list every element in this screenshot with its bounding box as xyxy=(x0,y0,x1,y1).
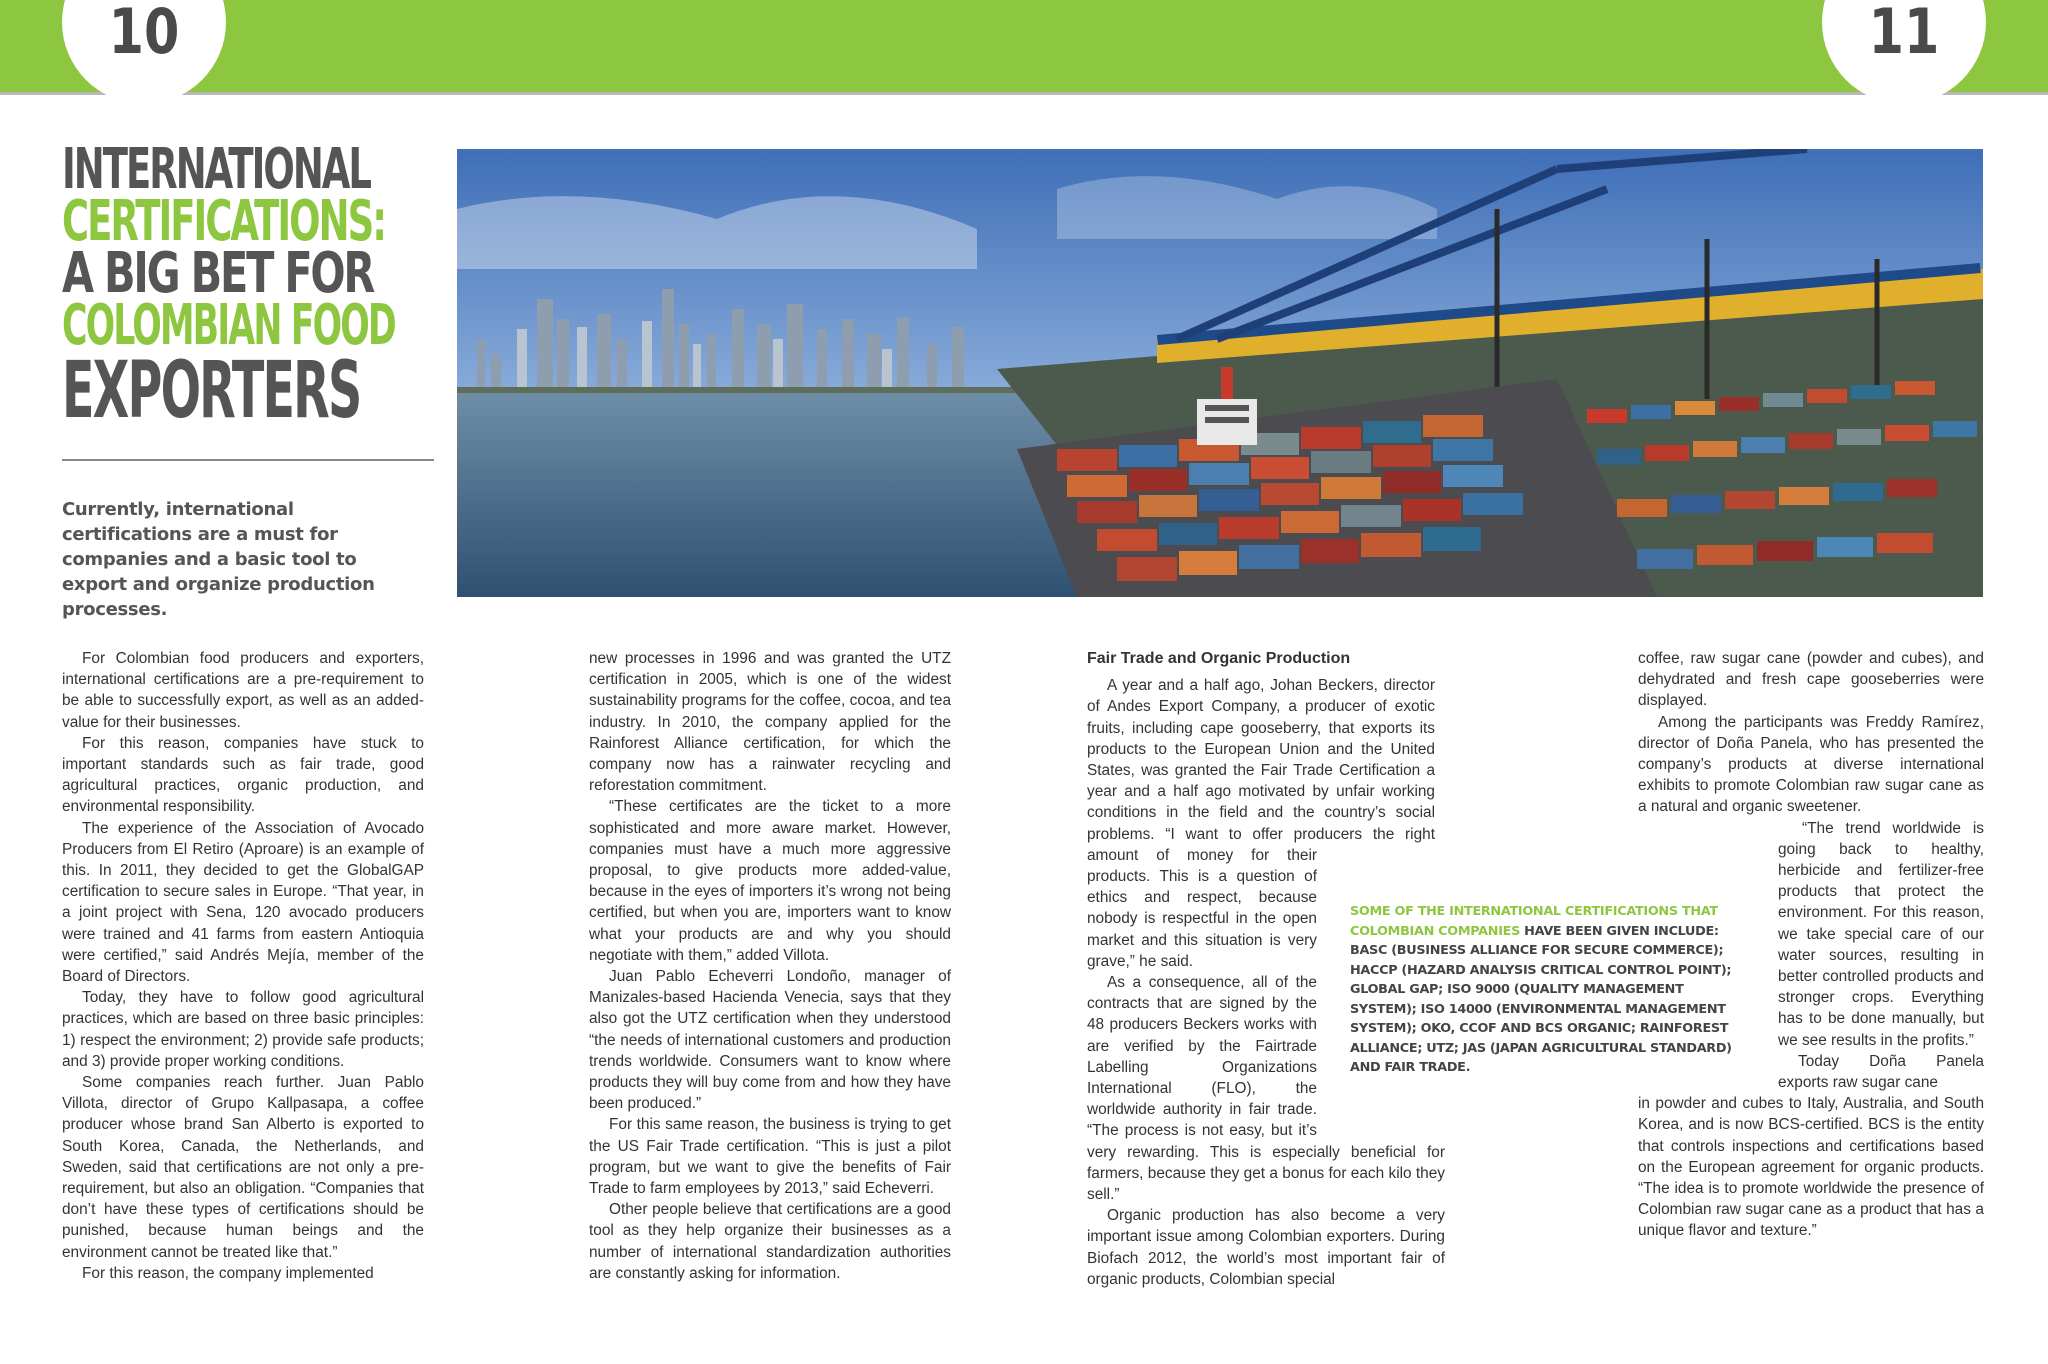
col1-paragraph: The experience of the Association of Avocado Producers from El Retiro (Aproare) is an example of this. In 2011, they decided to get the GlobalGAP certification to secure sales in Europe. “That year, in a joint project with Sena, 120 avocado producers were trained and 41 farms from eastern Antioquia were certified,” said Andrés Mejía, member of the Board of Directors. xyxy=(62,819,424,986)
sidebar-body: HAVE BEEN GIVEN INCLUDE: BASC (BUSINESS ALLIANCE FOR SECURE COMMERCE); HACCP (HAZARD ANALYSIS CRITICAL CONTROL POINT); GLOBAL GAP; ISO 9000 (QUALITY MANAGEMENT SYSTEM); ISO 14000 (ENVIRONMENTAL MANAGEMENT SYSTEM); OKO, CCOF AND BCS ORGANIC; RAINFOREST ALLIANCE; UTZ; JAS (JAPAN AGRICULTURAL STANDARD) AND FAIR TRADE. xyxy=(1350,923,1732,1075)
col4-paragraph: Today Doña Panela exports raw sugar cane xyxy=(1778,1052,1984,1092)
col2-paragraph: For this same reason, the business is trying to get the US Fair Trade certification. “This is just a pilot program, but we want to give the benefits of Fair Trade to farm employees by 2013,” said Echeverri. xyxy=(589,1116,951,1198)
col2-paragraph: “These certificates are the ticket to a more sophisticated and more aware market. However, companies must have a much more aggressive proposal, to give products more added-value, because in the eyes of importers it’s wrong not being certified, but when you are, importers want to know what your products are and why you should negotiate with them,” added Villota. xyxy=(589,798,951,964)
page-number-left-text: 10 xyxy=(108,0,180,68)
col1-paragraph: Today, they have to follow good agricultural practices, which are based on three basic principles: 1) respect the environment; 2) provide safe products; and 3) provide proper working conditions. xyxy=(62,989,424,1070)
article-column-2 xyxy=(589,648,951,1284)
col4-indented-block xyxy=(1638,818,1984,1094)
headline-line-3: A BIG BET FOR xyxy=(62,241,374,306)
sidebar-lead: SOME OF THE INTERNATIONAL CERTIFICATIONS THAT COLOMBIAN COMPANIES xyxy=(1350,904,1718,939)
headline-rule xyxy=(62,459,434,461)
col1-paragraph: For Colombian food producers and exporters, international certifications are a pre-requirement to be able to successfully export, as well as an added-value for their businesses. xyxy=(62,650,424,731)
col3-paragraph: As a consequence, all of the contracts that are signed by the 48 producers Beckers works with are verified by the Fairtrade Labelling Organizations International (FLO), the worldwide authority in fair trade. “The process is not easy, but it’s very rewarding. This is especially beneficial for farmers, because they get a bonus for each kilo they sell.” xyxy=(1087,974,1445,1204)
page-number-right-text: 11 xyxy=(1868,0,1940,68)
col1-paragraph: Some companies reach further. Juan Pablo Villota, director of Grupo Kallpasapa, a coffee producer whose brand San Alberto is exported to South Korea, Canada, the Netherlands, and Sweden, said that certifications are not only a pre-requirement, but also an obligation. “Companies that don’t have these types of certifications should be punished, because human beings and the environment cannot be treated like that.” xyxy=(62,1074,424,1261)
col2-paragraph: Juan Pablo Echeverri Londoño, manager of Manizales-based Hacienda Venecia, says that they also got the UTZ certification when they understood “the needs of international customers and production trends worldwide. Consumers want to know where products they will buy come from and how they have been produced.” xyxy=(589,968,951,1113)
col3-paragraph: A year and a half ago, Johan Beckers, director of Andes Export Company, a producer of exotic fruits, including cape gooseberry, that exports its products to the European Union and the United States, was granted the Fair Trade Certification a year and a half ago motivated by unfair working conditions in the field and the country’s social problems. “I want to offer producers the right amount of money for their products. This is a question of ethics and respect, because nobody is respectful in the open market and this situation is very grave,” he said. xyxy=(1087,677,1435,970)
section-subhead: Fair Trade and Organic Production xyxy=(1087,650,1351,667)
col3-paragraph: Organic production has also become a very important issue among Colombian exporters. During Biofach 2012, the world’s most important fair of organic products, Colombian special xyxy=(1087,1207,1445,1288)
col1-paragraph: For this reason, the company implemented xyxy=(82,1264,374,1282)
photo-illustration xyxy=(457,149,1983,597)
headline-line-5: EXPORTERS xyxy=(62,346,361,436)
col2-paragraph: Other people believe that certifications are a good tool as they help organize their businesses as a number of international standardization authorities are constantly asking for information. xyxy=(589,1201,951,1282)
port-cartagena-photo xyxy=(457,149,1983,597)
col2-paragraph: new processes in 1996 and was granted the UTZ certification in 2005, which is one of the widest sustainability programs for the coffee, cocoa, and tea industry. In 2010, the company applied for the Rainforest Alliance certification, for which the company now has a rainwater recycling and reforestation commitment. xyxy=(589,650,951,795)
top-divider-line xyxy=(0,92,2048,95)
article-column-1 xyxy=(62,648,424,1284)
col4-paragraph: Among the participants was Freddy Ramírez, director of Doña Panela, who has presented the company’s products at diverse international exhibits to promote Colombian raw sugar cane as a natural and organic sweetener. xyxy=(1638,713,1984,816)
article-headline xyxy=(62,137,438,436)
headline-line-4: COLOMBIAN FOOD xyxy=(62,293,395,358)
col4-paragraph: in powder and cubes to Italy, Australia, and South Korea, and is now BCS-certified. BCS is the entity that controls inspections and certifications based on the European agreement for organic products. “The idea is to promote worldwide the presence of Colombian raw sugar cane as a product that has a unique flavor and texture.” xyxy=(1638,1095,1984,1240)
headline-line-1: INTERNATIONAL xyxy=(62,137,371,202)
col1-paragraph: For this reason, companies have stuck to important standards such as fair trade, good agricultural practices, organic production, and environmental responsibility. xyxy=(62,734,424,816)
col4-quote: “The trend worldwide is going back to healthy, herbicide and fertilizer-free products that protect the environment. For this reason, we take special care of our water sources, resulting in better controlled products and stronger crops. Everything has to be done manually, but we see results in the profits.” xyxy=(1778,819,1984,1049)
headline-line-2: CERTIFICATIONS: xyxy=(62,189,386,254)
article-column-4 xyxy=(1638,648,1984,1242)
top-color-band xyxy=(0,0,2048,92)
article-dek: Currently, international certifications are a must for companies and a basic tool to export and organize production processes. xyxy=(62,499,375,620)
col4-paragraph: coffee, raw sugar cane (powder and cubes), and dehydrated and fresh cape gooseberries were displayed. xyxy=(1638,650,1984,710)
